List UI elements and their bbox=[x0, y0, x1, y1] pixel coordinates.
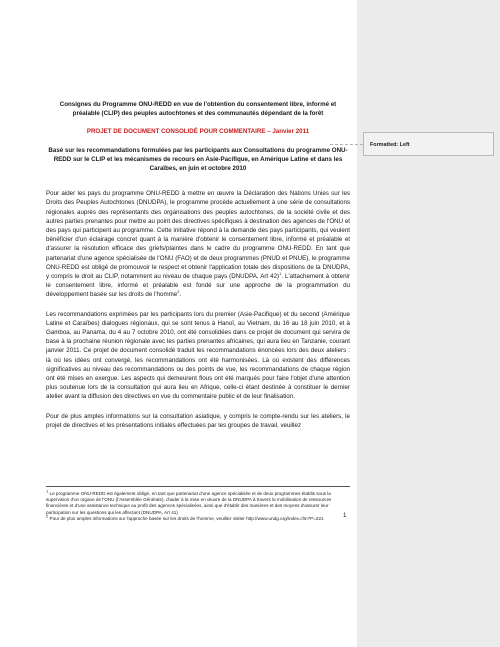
document-basis: Basé sur les recommandations formulées par les participants aux Consultations du programme ONU-REDD sur le CLIP et les mécanismes de recours en Asie-Pacifique, en Amérique Latine et dans les Caraïbes, en juin et octobre 2010 bbox=[48, 146, 348, 173]
paragraph-intro-text-2: . L'attachement à obtenir le consentement libre, informé et préalable est fondé sur une approche de la programmation du développement basée sur les droits de l'homme bbox=[46, 273, 350, 299]
footnotes-section bbox=[46, 486, 350, 522]
document-body bbox=[46, 100, 350, 440]
footnote-2-text: Pour de plus amples informations sur l'approche basée sur les droits de l'homme, veuillez visiter http://www.undg.org/index.cfm?P=221 bbox=[49, 515, 324, 521]
paragraph-intro bbox=[46, 189, 350, 299]
formatting-comment-balloon[interactable] bbox=[363, 132, 494, 156]
paragraph-intro-text: Pour aider les pays du programme ONU-REDD à mettre en œuvre la Déclaration des Nations Unies sur les Droits des Peuples Autochtones (DNUDPA), le programme procède actuellement à une série de consultations régionales auprès des représentants des organisations des peuples autochtones, de la société civile et des autres parties prenantes pour mettre au point des directives spécifiques à destination des agences de l'ONU et des pays qui participent au programme. Cette initiative répond à la demande des pays participants, qui veulent bénéficier d'un éclairage concret quant à la manière d'obtenir le consentement libre, informé et préalable et d'assurer la résolution efficace des griefs/plaintes dans le cadre du programme ONU-REDD. En tant que partenariat d'une agence spécialisée de l'ONU (FAO) et de deux programmes (PNUD et PNUE), le programme ONU-REDD est obligé de promouvoir le respect et obtenir l'application totale des dispositions de la DNUDPA, y compris le droit au CLIP, notamment au niveau de chaque pays (DNUDPA, Art 42) bbox=[46, 190, 350, 281]
draft-notice: PROJET DE DOCUMENT CONSOLIDÉ POUR COMMENTAIRE – Janvier 2011 bbox=[86, 128, 310, 136]
footnote-1-text: Le programme ONU-REDD est également obligé, en tant que partenariat d'une agence spécialisée et de deux programmes établis sous la supervision d'un organe de l'ONU (l'Assemblée Générale), d'aider à la mise en œuvre de la DNUDPA à travers la mobilisation de ressources financières et d'une assistance technique au profit des agences spécialisées, ainsi que d'établir des manières et des moyens d'assurer leur participation sur les questions qui les affectant (DNUDPA, Art 41) bbox=[46, 491, 332, 515]
page-number: 1 bbox=[343, 512, 347, 519]
review-pane bbox=[357, 0, 500, 647]
footnote-ref-2[interactable]: 2 bbox=[177, 289, 180, 295]
formatting-comment-label: Formatted: Left bbox=[370, 142, 410, 148]
document-title: Consignes du Programme ONU-REDD en vue de l'obtention du consentement libre, informé et préalable (CLIP) des peuples autochtones et des communautés dépendant de la forêt bbox=[59, 101, 337, 118]
footnote-mark-1: 1 bbox=[46, 488, 49, 494]
footnote-mark-2: 2 bbox=[46, 513, 49, 519]
paragraph-more-info: Pour de plus amples informations sur la consultation asiatique, y compris le compte-rendu sur les ateliers, le projet de directives et les présentations initiales effectuées par les groupes de travail, veuillez bbox=[46, 412, 350, 429]
paragraph-recommendations: Les recommandations exprimées par les participants lors du premier (Asie-Pacifique) et du second (Amérique Latine et Caraïbes) dialogues régionaux, qui se sont tenus à Hanoï, au Vietnam, du 16 au 18 juin 2010, et à Gamboa, au Panama, du 4 au 7 octobre 2010, ont été consolidées dans ce projet de document qui servira de base à la prochaine réunion régionale avec les parties prenantes africaines, qui aura lieu en Tanzanie, courant janvier 2011. Ce projet de document consolidé traduit les recommandations énoncées lors des deux ateliers : là où les idées ont convergé, les recommandations ont été harmonisées. Là où existent des différences significatives au niveau des recommandations ou des points de vue, les recommandations de chaque région ont été mises en exergue. Les aspects qui demeurent flous ont été marqués pour faire l'objet d'une attention plus soutenue lors de la consultation qui aura lieu en Afrique, celle-ci étant destinée à constituer le dernier atelier avant la diffusion des directives en vue du commentaire public et de leur finalisation. bbox=[46, 310, 350, 401]
paragraph-intro-text-3: . bbox=[179, 291, 182, 299]
footnote-2 bbox=[46, 513, 350, 522]
footnote-ref-1[interactable]: 1 bbox=[279, 270, 282, 276]
